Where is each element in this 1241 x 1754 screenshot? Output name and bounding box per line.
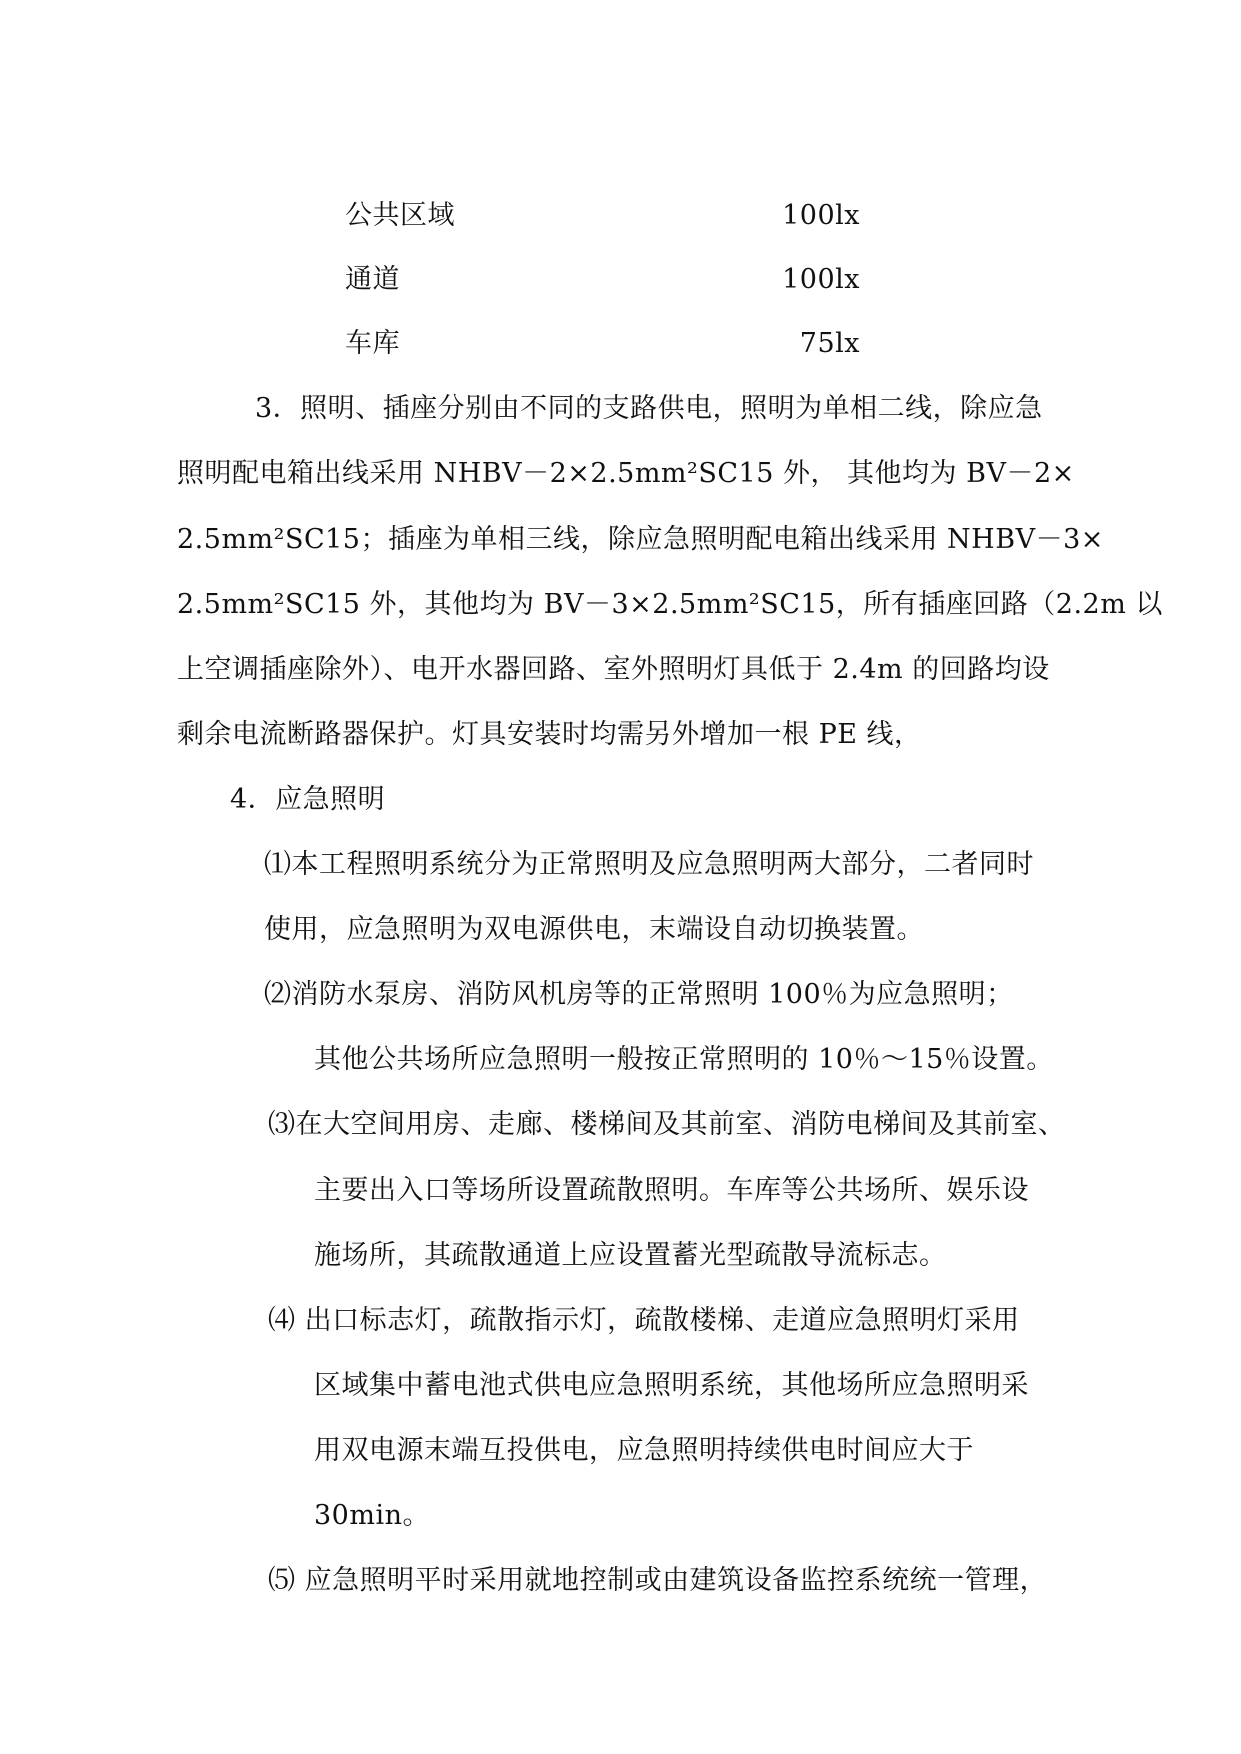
section-3-line-5: 上空调插座除外）、电开水器回路、室外照明灯具低于 2.4m 的回路均设 — [177, 654, 1050, 685]
section-3-line-2: 照明配电箱出线采用 NHBV－2×2.5mm²SC15 外， 其他均为 BV－2× — [177, 458, 1075, 489]
item-4-line-3: 用双电源末端互投供电，应急照明持续供电时间应大于 — [314, 1435, 974, 1466]
illuminance-value-garage: 75lx — [799, 328, 860, 359]
item-3-line-3: 施场所，其疏散通道上应设置蓄光型疏散导流标志。 — [314, 1240, 947, 1271]
illuminance-area-corridor: 通道 — [345, 264, 400, 295]
item-4-line-1: ⑷ 出口标志灯，疏散指示灯，疏散楼梯、走道应急照明灯采用 — [268, 1305, 1020, 1336]
illuminance-value-corridor: 100lx — [782, 264, 860, 295]
item-2-line-1: ⑵消防水泵房、消防风机房等的正常照明 100％为应急照明； — [264, 979, 1014, 1010]
item-5-line-1: ⑸ 应急照明平时采用就地控制或由建筑设备监控系统统一管理， — [268, 1565, 1048, 1596]
section-3-line-4: 2.5mm²SC15 外，其他均为 BV－3×2.5mm²SC15，所有插座回路（2.2m 以 — [177, 589, 1163, 620]
item-3-line-2: 主要出入口等场所设置疏散照明。车库等公共场所、娱乐设 — [314, 1175, 1029, 1206]
item-4-line-2: 区域集中蓄电池式供电应急照明系统，其他场所应急照明采 — [314, 1370, 1029, 1401]
illuminance-value-public: 100lx — [782, 200, 860, 231]
item-1-line-1: ⑴本工程照明系统分为正常照明及应急照明两大部分，二者同时 — [264, 849, 1034, 880]
section-4-heading: 4．应急照明 — [230, 784, 386, 815]
illuminance-area-garage: 车库 — [345, 328, 400, 359]
section-3-line-1: 3．照明、插座分别由不同的支路供电，照明为单相二线，除应急 — [255, 393, 1043, 424]
item-1-line-2: 使用，应急照明为双电源供电，末端设自动切换装置。 — [264, 914, 924, 945]
section-3-line-3: 2.5mm²SC15；插座为单相三线，除应急照明配电箱出线采用 NHBV－3× — [177, 524, 1104, 555]
item-2-line-2: 其他公共场所应急照明一般按正常照明的 10％～15％设置。 — [314, 1044, 1054, 1075]
item-3-line-1: ⑶在大空间用房、走廊、楼梯间及其前室、消防电梯间及其前室、 — [268, 1109, 1066, 1140]
section-3-line-6: 剩余电流断路器保护。灯具安装时均需另外增加一根 PE 线， — [177, 719, 922, 750]
illuminance-area-public: 公共区域 — [345, 200, 455, 231]
item-4-line-4: 30min。 — [314, 1500, 430, 1531]
